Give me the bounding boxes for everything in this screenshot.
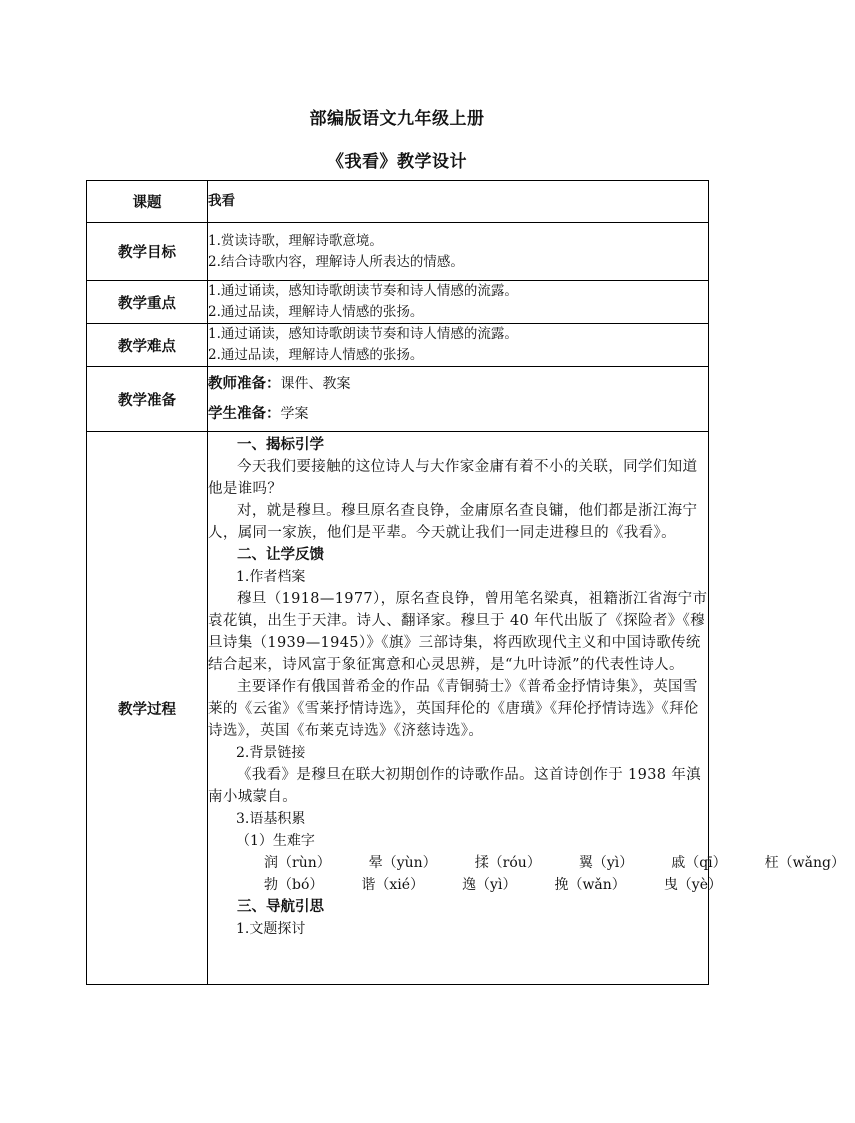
- document-subtitle: 《我看》教学设计: [327, 152, 467, 172]
- label-process: 教学过程: [87, 432, 208, 985]
- section-2-paragraph-1: 穆旦（1918—1977），原名查良铮，曾用笔名梁真，祖籍浙江省海宁市袁花镇，出生于天津。诗人、翻译家。穆旦于 40 年代出版了《探险者》《穆旦诗集（1939—1945）》《旗》三部诗集，将西欧现代主义和中国诗歌传统结合起来，诗风富于象征寓意和心灵思辨，是“九叶诗派”的代表性诗人。: [208, 591, 708, 673]
- pinyin-row-2: [208, 874, 723, 896]
- row-goals: [87, 223, 709, 281]
- pinyin-item: 晕（yùn）: [368, 855, 437, 871]
- row-topic: [87, 181, 709, 223]
- value-topic: 我看: [208, 181, 709, 223]
- student-prep-value: 学案: [280, 406, 309, 422]
- pinyin-item: 枉（wǎng）: [764, 855, 845, 871]
- section-2-sub-3a: （1）生难字: [236, 833, 315, 849]
- pinyin-item: 翼（yì）: [578, 855, 634, 871]
- section-1-paragraph-1: 今天我们要接触的这位诗人与大作家金庸有着不小的关联，同学们知道他是谁吗？: [208, 459, 698, 497]
- label-key: 教学重点: [87, 281, 208, 324]
- pinyin-item: 戚（qī）: [671, 855, 727, 871]
- goal-line-2: 2.结合诗歌内容，理解诗人所表达的情感。: [208, 253, 464, 270]
- pinyin-item: 挽（wǎn）: [554, 877, 626, 893]
- section-3-sub-1: 1.文题探讨: [236, 921, 306, 937]
- value-difficult: [208, 324, 709, 367]
- pinyin-item: 揉（róu）: [474, 855, 541, 871]
- row-process: [87, 432, 709, 985]
- section-1-title: 一、揭标引学: [237, 437, 324, 453]
- teacher-prep-label: 教师准备：: [208, 376, 281, 392]
- label-topic: 课题: [87, 181, 208, 223]
- difficult-line-2: 2.通过品读，理解诗人情感的张扬。: [208, 347, 424, 363]
- pinyin-row-1: [208, 852, 845, 874]
- teacher-prep-value: 课件、教案: [280, 376, 351, 392]
- section-3-title: 三、导航引思: [237, 899, 324, 915]
- section-2-paragraph-3: 《我看》是穆旦在联大初期创作的诗歌作品。这首诗创作于 1938 年滇南小城蒙自。: [208, 767, 702, 805]
- label-prep: 教学准备: [87, 367, 208, 432]
- document-title: 部编版语文九年级上册: [309, 109, 485, 129]
- goal-line-1: 1.赏读诗歌，理解诗歌意境。: [208, 232, 383, 249]
- value-key: [208, 281, 709, 324]
- pinyin-item: 逸（yì）: [462, 877, 517, 893]
- value-goals: [208, 223, 709, 281]
- section-1-paragraph-2: 对，就是穆旦。穆旦原名查良铮，金庸原名查良镛，他们都是浙江海宁人，属同一家族，他们是平辈。今天就让我们一同走进穆旦的《我看》。: [208, 503, 698, 541]
- value-prep: [208, 367, 709, 432]
- row-prep: [87, 367, 709, 432]
- student-prep: [208, 399, 708, 429]
- pinyin-item: 曳（yè）: [663, 877, 723, 893]
- row-difficult: [87, 324, 709, 367]
- teacher-prep: [208, 369, 708, 399]
- pinyin-item: 润（rùn）: [264, 855, 331, 871]
- key-line-2: 2.通过品读，理解诗人情感的张扬。: [208, 304, 424, 320]
- section-2-sub-2: 2.背景链接: [236, 745, 306, 761]
- label-goals: 教学目标: [87, 223, 208, 281]
- section-2-title: 二、让学反馈: [237, 547, 324, 563]
- label-difficult: 教学难点: [87, 324, 208, 367]
- row-key: [87, 281, 709, 324]
- key-line-1: 1.通过诵读，感知诗歌朗读节奏和诗人情感的流露。: [208, 283, 518, 299]
- pinyin-item: 谐（xié）: [361, 877, 425, 893]
- section-2-sub-3: 3.语基积累: [236, 811, 306, 827]
- section-2-sub-1: 1.作者档案: [236, 569, 306, 585]
- student-prep-label: 学生准备：: [208, 406, 281, 422]
- pinyin-item: 勃（bó）: [264, 877, 324, 893]
- value-process: [208, 432, 845, 985]
- lesson-plan-table: [86, 180, 845, 985]
- difficult-line-1: 1.通过诵读，感知诗歌朗读节奏和诗人情感的流露。: [208, 326, 518, 342]
- section-2-paragraph-2: 主要译作有俄国普希金的作品《青铜骑士》《普希金抒情诗集》，英国雪莱的《云雀》《雪莱抒情诗选》，英国拜伦的《唐璜》《拜伦抒情诗选》《拜伦诗选》，英国《布莱克诗选》《济慈诗选》。: [208, 679, 699, 739]
